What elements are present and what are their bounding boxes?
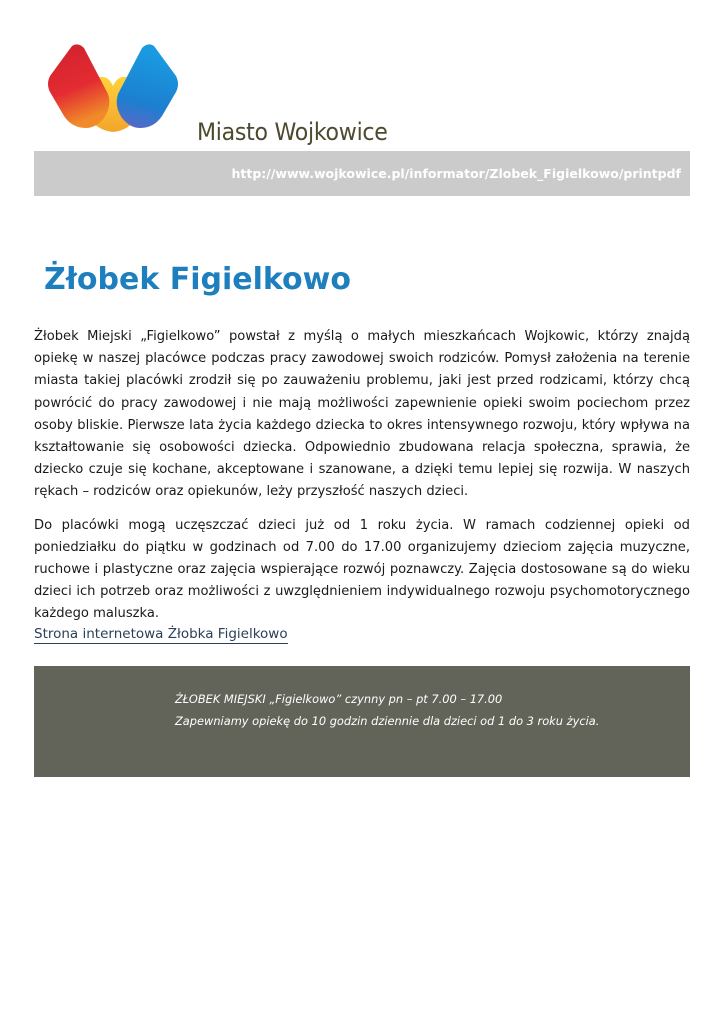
article-paragraph: Żłobek Miejski „Figielkowo” powstał z myślą o małych mieszkańcach Wojkowic, którzy znajdą opiekę w naszej placówce podczas pracy zawodowej swoich rodziców. Pomysł założenia na terenie miasta takiej placówki zrodził się po zauważeniu problemu, jaki jest przed rodzicami, którzy chcą powrócić do pracy zawodowej i nie mają możliwości zapewnienie opieki swoim pociechom przez osoby bliskie. Pierwsze lata życia każdego dziecka to okres intensywnego rozwoju, który wpływa na kształtowanie się osobowości dziecka. Odpowiednio zbudowana relacja społeczna, sprawia, że dziecko czuje się kochane, akceptowane i szanowane, a dzięki temu lepiej się rozwija. W naszych rękach – rodziców oraz opiekunów, leży przyszłość naszych dzieci.	[34, 329, 690, 500]
site-name: Miasto Wojkowice	[197, 118, 388, 146]
footer-care-info: Zapewniamy opiekę do 10 godzin dziennie dla dzieci od 1 do 3 roku życia.	[175, 714, 600, 728]
logo-red-shape	[48, 44, 109, 128]
article-body	[34, 326, 690, 637]
page-url: http://www.wojkowice.pl/informator/Zlobek_Figielkowo/printpdf	[231, 166, 681, 181]
website-link[interactable]: Strona internetowa Żłobka Figielkowo	[34, 626, 288, 642]
page-title: Żłobek Figielkowo	[44, 262, 351, 297]
footer-info-box	[34, 666, 690, 777]
logo-blue-shape	[117, 44, 178, 128]
article-paragraph: Do placówki mogą uczęszczać dzieci już od 1 roku życia. W ramach codziennej opieki od poniedziałku do piątku w godzinach od 7.00 do 17.00 organizujemy dzieciom zajęcia muzyczne, ruchowe i plastyczne oraz zajęcia wspierające rozwój poznawczy. Zajęcia dostosowane są do wieku dzieci ich potrzeb oraz możliwości z uwzględnieniem indywidualnego rozwoju psychomotorycznego każdego maluszka.	[34, 517, 690, 622]
url-bar	[34, 151, 690, 196]
wojkowice-logo	[46, 42, 180, 134]
footer-hours: ŻŁOBEK MIEJSKI „Figielkowo” czynny pn – pt 7.00 – 17.00	[175, 692, 503, 706]
